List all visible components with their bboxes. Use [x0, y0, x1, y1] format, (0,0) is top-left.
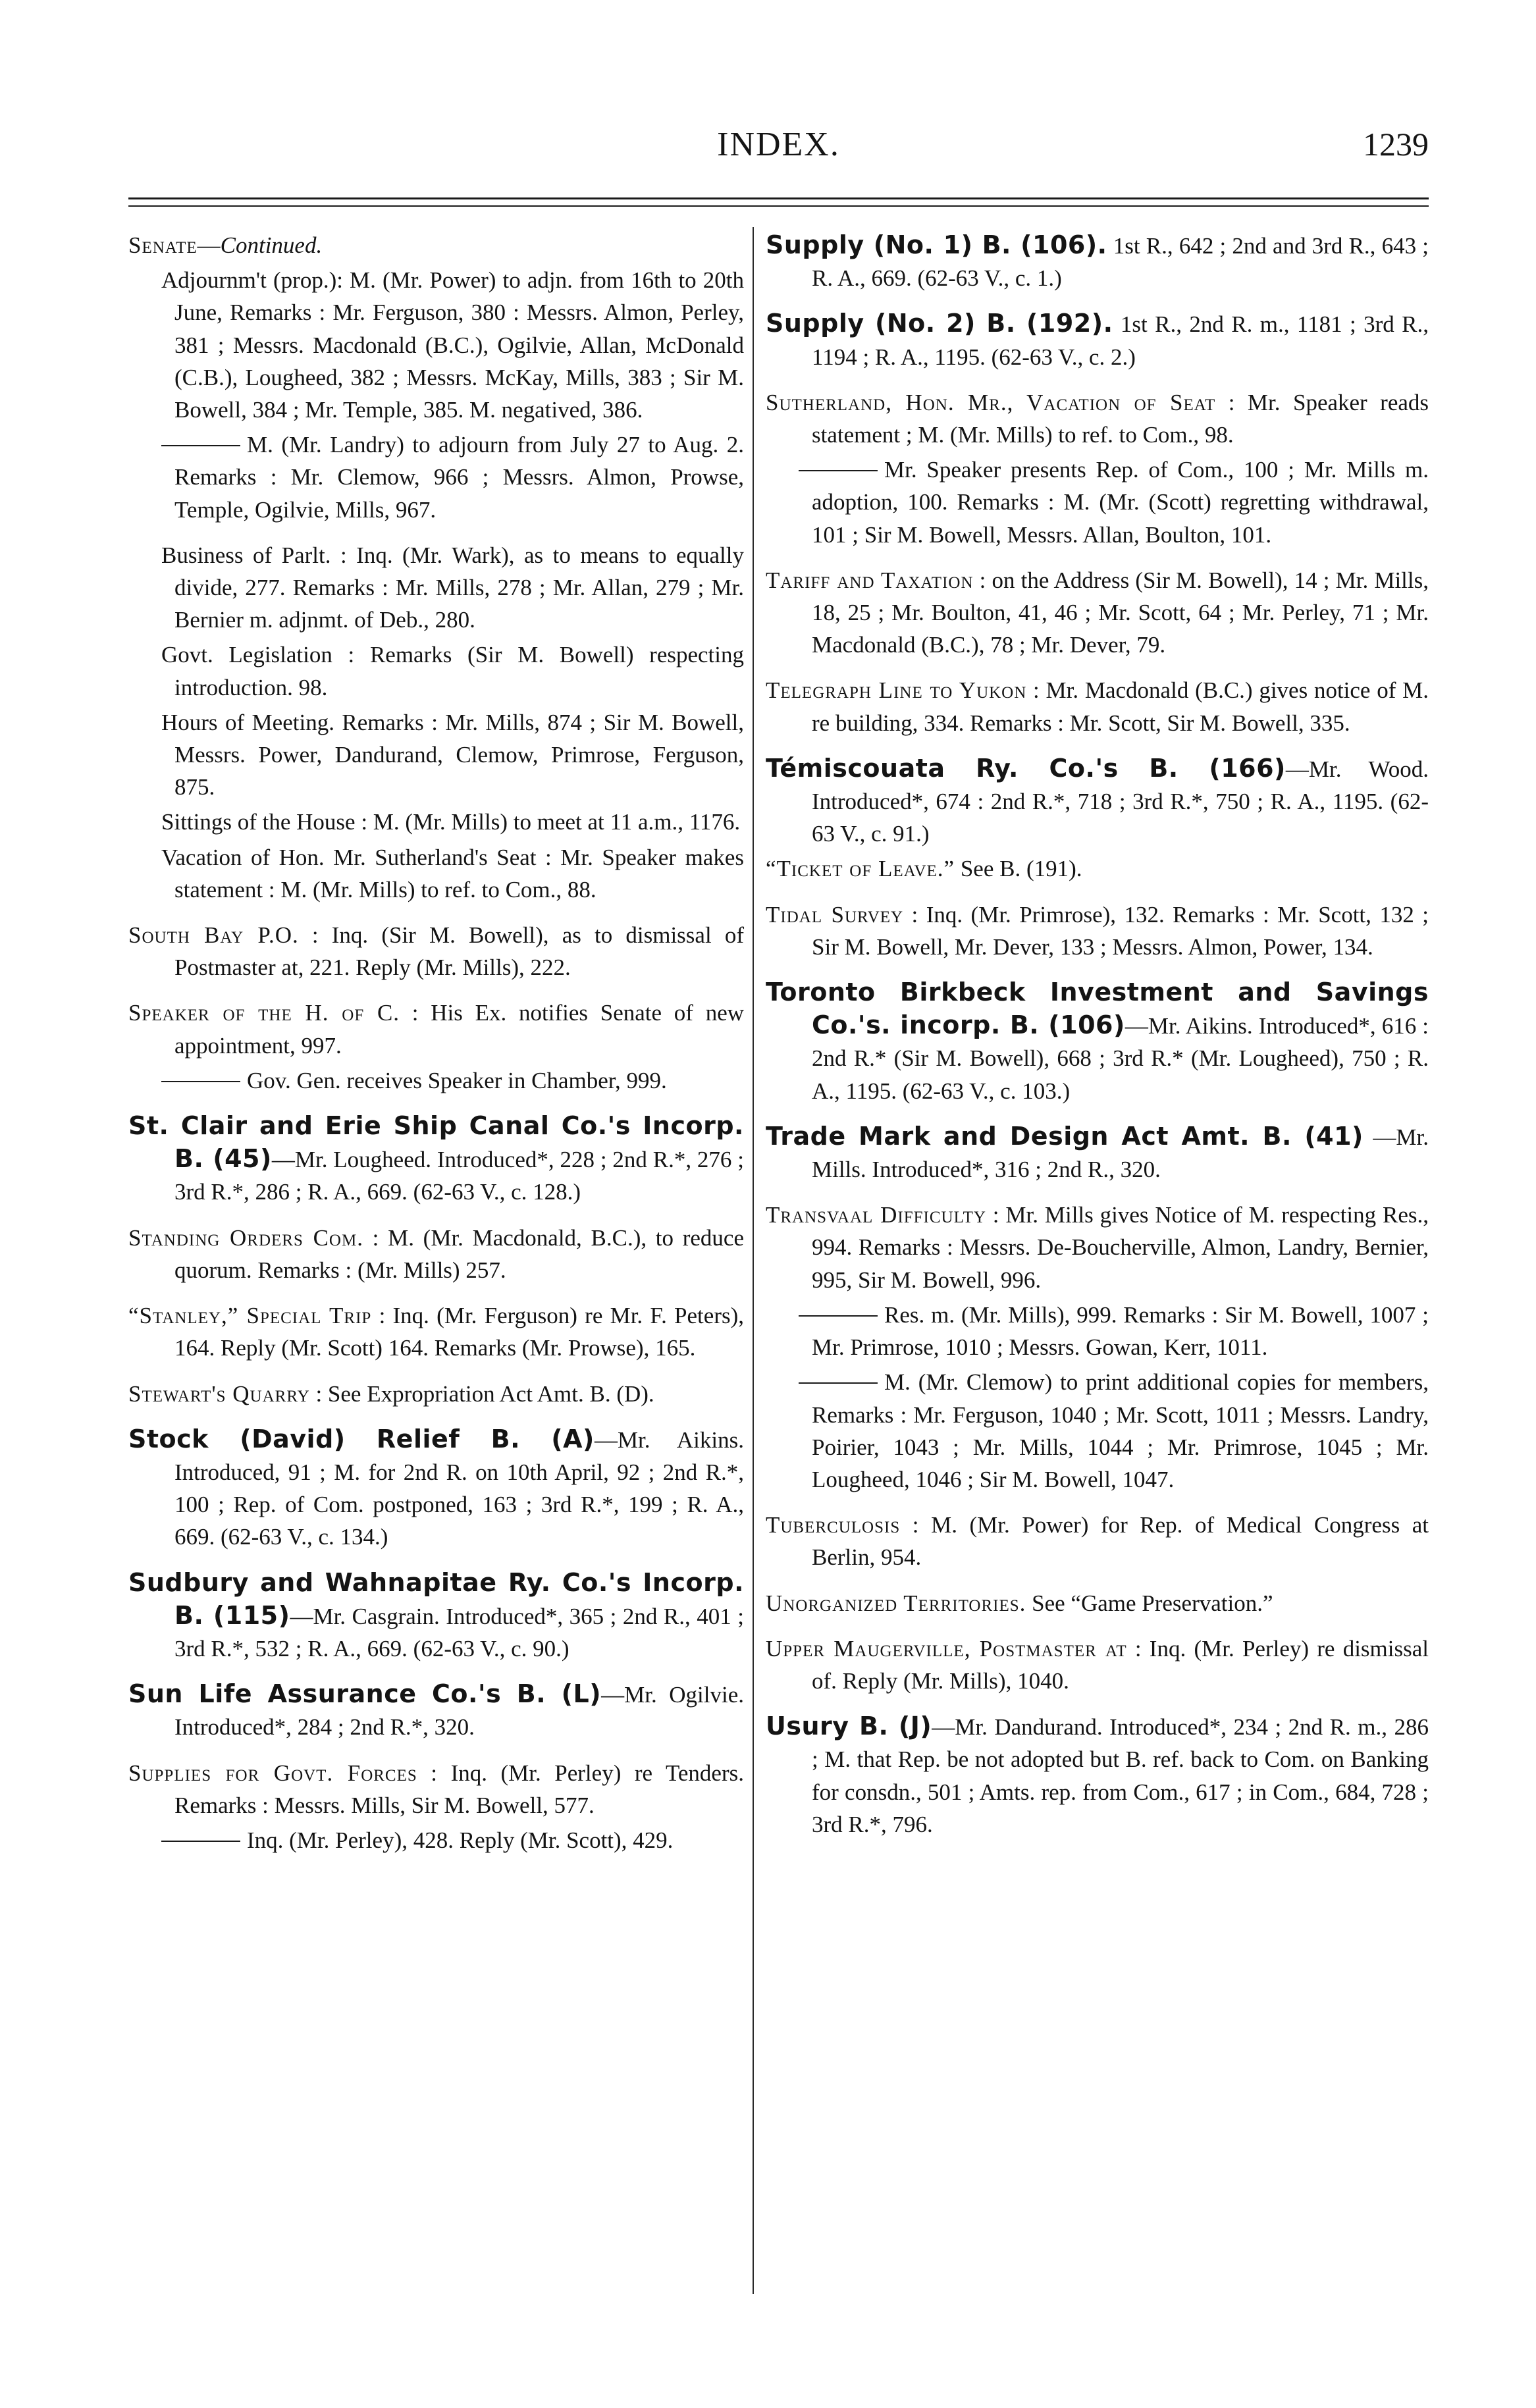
ditto-dash [161, 1841, 240, 1842]
entry-heading: “Stanley,” Special Trip [128, 1303, 372, 1329]
entry-heading: South Bay P.O. [128, 922, 299, 949]
entry-text: : Inq. (Mr. Primrose), 132. Remarks : Mr. Scott, 132 ; Sir M. Bowell, Mr. Dever, 133 ; Messrs. Almon, Power, 134. [812, 901, 1429, 960]
entry-text: Govt. Legislation : Remarks (Sir M. Bowell) respecting introduction. 98. [161, 642, 744, 700]
index-entry [766, 1366, 1429, 1496]
ditto-dash [799, 470, 878, 471]
entry-heading: St. Clair and Erie Ship Canal Co.'s Incorp. B. (45) [128, 1111, 744, 1174]
entry-text: —Mr. Wood. Introduced*, 674 : 2nd R.*, 718 ; 3rd R.*, 750 ; R. A., 1195. (62-63 V., c. 91.) [812, 756, 1429, 847]
index-entry [128, 229, 744, 261]
entry-heading: Speaker of the H. of C. [128, 1000, 400, 1026]
index-entry [766, 852, 1429, 885]
entry-text: —Mr. Casgrain. Introduced*, 365 ; 2nd R., 401 ; 3rd R.*, 532 ; R. A., 669. (62-63 V., c. 90.) [174, 1603, 744, 1662]
entry-text: Continued. [220, 232, 323, 258]
entry-text: Sittings of the House : M. (Mr. Mills) to meet at 11 a.m., 1176. [161, 809, 741, 835]
entry-heading: Trade Mark and Design Act Amt. B. (41) [766, 1121, 1364, 1151]
entry-text: Gov. Gen. receives Speaker in Chamber, 999. [247, 1067, 667, 1093]
entry-text: —Mr. Ogilvie. Introduced*, 284 ; 2nd R.*, 320. [174, 1682, 744, 1741]
index-entry [128, 264, 744, 426]
index-entry [766, 1710, 1429, 1841]
page-header [128, 125, 1429, 171]
index-entry [128, 1299, 744, 1364]
page-title: INDEX. [717, 126, 840, 163]
entry-text: —Mr. Dandurand. Introduced*, 234 ; 2nd R. m., 286 ; M. that Rep. be not adopted but B. ref. back to Com. on Banking for consdn., 501 ; Amts. rep. from Com., 617 ; in Com., 684, 728 ; 3rd R.*, 796. [812, 1714, 1429, 1837]
entry-text: —Mr. Aikins. Introduced*, 616 : 2nd R.* (Sir M. Bowell), 668 ; 3rd R.* (Mr. Lougheed), 750 ; R. A., 1195. (62-63 V., c. 103.) [812, 1013, 1429, 1104]
entry-text: : on the Address (Sir M. Bowell), 14 ; Mr. Mills, 18, 25 ; Mr. Boulton, 41, 46 ; Mr. Scott, 64 ; Mr. Perley, 71 ; Mr. Macdonald (B.C.), 78 ; Mr. Dever, 79. [812, 567, 1429, 658]
index-entry [766, 1120, 1429, 1186]
entry-heading: Stewart's Quarry [128, 1380, 310, 1407]
index-entry [128, 997, 744, 1061]
entry-heading: Témiscouata Ry. Co.'s B. (166) [766, 753, 1286, 783]
index-entry [128, 1567, 744, 1665]
entry-heading: Transvaal Difficulty [766, 1202, 986, 1228]
entry-text: : See Expropriation Act Amt. B. (D). [309, 1380, 654, 1407]
entry-heading: Telegraph Line to Yukon [766, 677, 1027, 704]
entry-text: See B. (191). [955, 856, 1082, 882]
entry-heading: Sutherland, Hon. Mr., Vacation of Seat [766, 389, 1216, 415]
ditto-dash [161, 445, 240, 446]
entry-text: : Inq. (Sir M. Bowell), as to dismissal of Postmaster at, 221. Reply (Mr. Mills), 222. [174, 922, 744, 981]
entry-text: —Mr. Lougheed. Introduced*, 228 ; 2nd R.*, 276 ; 3rd R.*, 286 ; R. A., 669. (62-63 V., c. 128.) [174, 1147, 744, 1205]
entry-text: Res. m. (Mr. Mills), 999. Remarks : Sir M. Bowell, 1007 ; Mr. Primrose, 1010 ; Messrs. Gowan, Kerr, 1011. [812, 1301, 1429, 1361]
entry-heading: Standing Orders Com. [128, 1224, 363, 1251]
entry-text: : M. (Mr. Power) for Rep. of Medical Congress at Berlin, 954. [812, 1512, 1429, 1571]
index-entry [128, 1110, 744, 1209]
entry-text: Inq. (Mr. Perley), 428. Reply (Mr. Scott), 429. [247, 1827, 674, 1853]
entry-text: 1st R., 642 ; 2nd and 3rd R., 643 ; R. A., 669. (62-63 V., c. 1.) [812, 233, 1429, 292]
entry-text: See “Game Preservation.” [1026, 1590, 1273, 1616]
entry-text: Vacation of Hon. Mr. Sutherland's Seat : Mr. Speaker makes statement : M. (Mr. Mills) to ref. to Com., 88. [161, 844, 744, 903]
entry-text: M. (Mr. Landry) to adjourn from July 27 to Aug. 2. Remarks : Mr. Clemow, 966 ; Messrs. Almon, Prowse, Temple, Ogilvie, Mills, 967. [174, 432, 744, 523]
entry-text: : Inq. (Mr. Ferguson) re Mr. F. Peters), 164. Reply (Mr. Scott) 164. Remarks (Mr. Prowse), 165. [174, 1303, 744, 1361]
index-entry [128, 806, 744, 838]
left-column [128, 229, 744, 1870]
index-entry [128, 539, 744, 637]
entry-text: —Mr. Mills. Introduced*, 316 ; 2nd R., 320. [812, 1124, 1429, 1183]
index-entry [128, 1423, 744, 1554]
index-entry [766, 1199, 1429, 1296]
index-entry [766, 1633, 1429, 1697]
entry-heading: Usury B. (J) [766, 1712, 932, 1741]
index-entry [128, 1824, 744, 1856]
index-entry [766, 564, 1429, 662]
page-number: 1239 [1363, 126, 1429, 163]
entry-heading: Unorganized Territories. [766, 1590, 1026, 1616]
entry-heading: Tuberculosis [766, 1512, 901, 1538]
index-entry [766, 1299, 1429, 1363]
index-entry [766, 674, 1429, 739]
index-entry [766, 1587, 1429, 1619]
entry-heading: Supply (No. 2) B. (192). [766, 309, 1113, 338]
entry-text: —Mr. Aikins. Introduced, 91 ; M. for 2nd R. on 10th April, 92 ; 2nd R.*, 100 ; Rep. of Com. postponed, 163 ; 3rd R.*, 199 ; R. A., 669. (62-63 V., c. 134.) [174, 1426, 745, 1550]
entry-text: Hours of Meeting. Remarks : Mr. Mills, 874 ; Sir M. Bowell, Messrs. Power, Dandurand, Clemow, Primrose, Ferguson, 875. [161, 709, 744, 800]
entry-heading: Supply (No. 1) B. (106). [766, 230, 1107, 259]
ditto-dash [799, 1315, 878, 1317]
entry-heading: Stock (David) Relief B. (A) [128, 1424, 595, 1453]
index-entry [766, 454, 1429, 551]
entry-text: : Mr. Mills gives Notice of M. respecting Res., 994. Remarks : Messrs. De-Boucherville, Almon, Landry, Bernier, 995, Sir M. Bowell, 996. [812, 1202, 1429, 1293]
index-entry [128, 1757, 744, 1821]
entry-heading: Supplies for Govt. Forces [128, 1760, 417, 1786]
entry-heading: Sun Life Assurance Co.'s B. (L) [128, 1679, 602, 1709]
index-entry [128, 706, 744, 804]
index-entry [766, 1509, 1429, 1573]
entry-text: Mr. Speaker presents Rep. of Com., 100 ; Mr. Mills m. adoption, 100. Remarks : M. (Mr. (Scott) regretting withdrawal, 101 ; Sir M. Bowell, Messrs. Allan, Boulton, 101. [812, 457, 1429, 548]
header-rule-top [128, 197, 1429, 199]
entry-text: : Mr. Speaker reads statement ; M. (Mr. Mills) to ref. to Com., 98. [812, 389, 1429, 448]
entry-heading: Upper Maugerville, Postmaster at [766, 1635, 1127, 1662]
entry-heading: Toronto Birkbeck Investment and Savings Co.'s. incorp. B. (106) [766, 978, 1429, 1040]
entry-heading: Tariff and Taxation [766, 567, 974, 593]
entry-text: : Inq. (Mr. Perley) re dismissal of. Reply (Mr. Mills), 1040. [812, 1635, 1429, 1694]
entry-text: M. (Mr. Clemow) to print additional copies for members, Remarks : Mr. Ferguson, 1040 ; Mr. Scott, 1011 ; Messrs. Landry, Poirier, 1043 ; Mr. Mills, 1044 ; Mr. Primrose, 1045 ; Mr. Lougheed, 1046 ; Sir M. Bowell, 1047. [812, 1369, 1429, 1492]
index-entry [128, 639, 744, 703]
index-entry [128, 429, 744, 526]
index-entry [128, 1222, 744, 1286]
entry-separator: — [197, 232, 221, 258]
entry-text: : His Ex. notifies Senate of new appointment, 997. [174, 1000, 745, 1059]
entry-text: Adjournm't (prop.): M. (Mr. Power) to adjn. from 16th to 20th June, Remarks : Mr. Ferguson, 380 : Messrs. Almon, Perley, 381 ; Messrs. Macdonald (B.C.), Ogilvie, Allan, McDonald (C.B.), Lougheed, 382 ; Messrs. McKay, Mills, 383 ; Sir M. Bowell, 384 ; Mr. Temple, 385. M. negatived, 386. [161, 267, 744, 423]
entry-heading: Sudbury and Wahnapitae Ry. Co.'s Incorp. B. (115) [128, 1567, 744, 1630]
index-entry [766, 307, 1429, 373]
index-entry [128, 1678, 744, 1743]
column-divider [753, 227, 754, 2294]
index-entry [766, 386, 1429, 451]
index-entry [766, 752, 1429, 851]
ditto-dash [799, 1382, 878, 1384]
index-entry [128, 1378, 744, 1410]
index-entry [766, 899, 1429, 963]
entry-heading: Tidal Survey [766, 901, 904, 928]
entry-text: Business of Parlt. : Inq. (Mr. Wark), as to means to equally divide, 277. Remarks : Mr. Mills, 278 ; Mr. Allan, 279 ; Mr. Bernier m. adjnmt. of Deb., 280. [161, 542, 744, 633]
entry-heading: Senate [128, 232, 198, 258]
entry-text: 1st R., 2nd R. m., 1181 ; 3rd R., 1194 ; R. A., 1195. (62-63 V., c. 2.) [812, 311, 1429, 370]
index-entry [128, 841, 744, 906]
ditto-dash [161, 1081, 240, 1082]
entry-text: : Mr. Macdonald (B.C.) gives notice of M. re building, 334. Remarks : Mr. Scott, Sir M. Bowell, 335. [812, 677, 1429, 736]
entry-heading: “Ticket of Leave.” [766, 856, 955, 882]
index-entry [766, 229, 1429, 294]
index-entry [128, 1064, 744, 1097]
header-rule-bottom [128, 205, 1429, 207]
index-entry [766, 976, 1429, 1107]
entry-text: : M. (Mr. Macdonald, B.C.), to reduce quorum. Remarks : (Mr. Mills) 257. [174, 1224, 744, 1283]
right-column [766, 229, 1429, 1854]
index-entry [128, 919, 744, 983]
entry-text: : Inq. (Mr. Perley) re Tenders. Remarks : Messrs. Mills, Sir M. Bowell, 577. [174, 1760, 744, 1818]
